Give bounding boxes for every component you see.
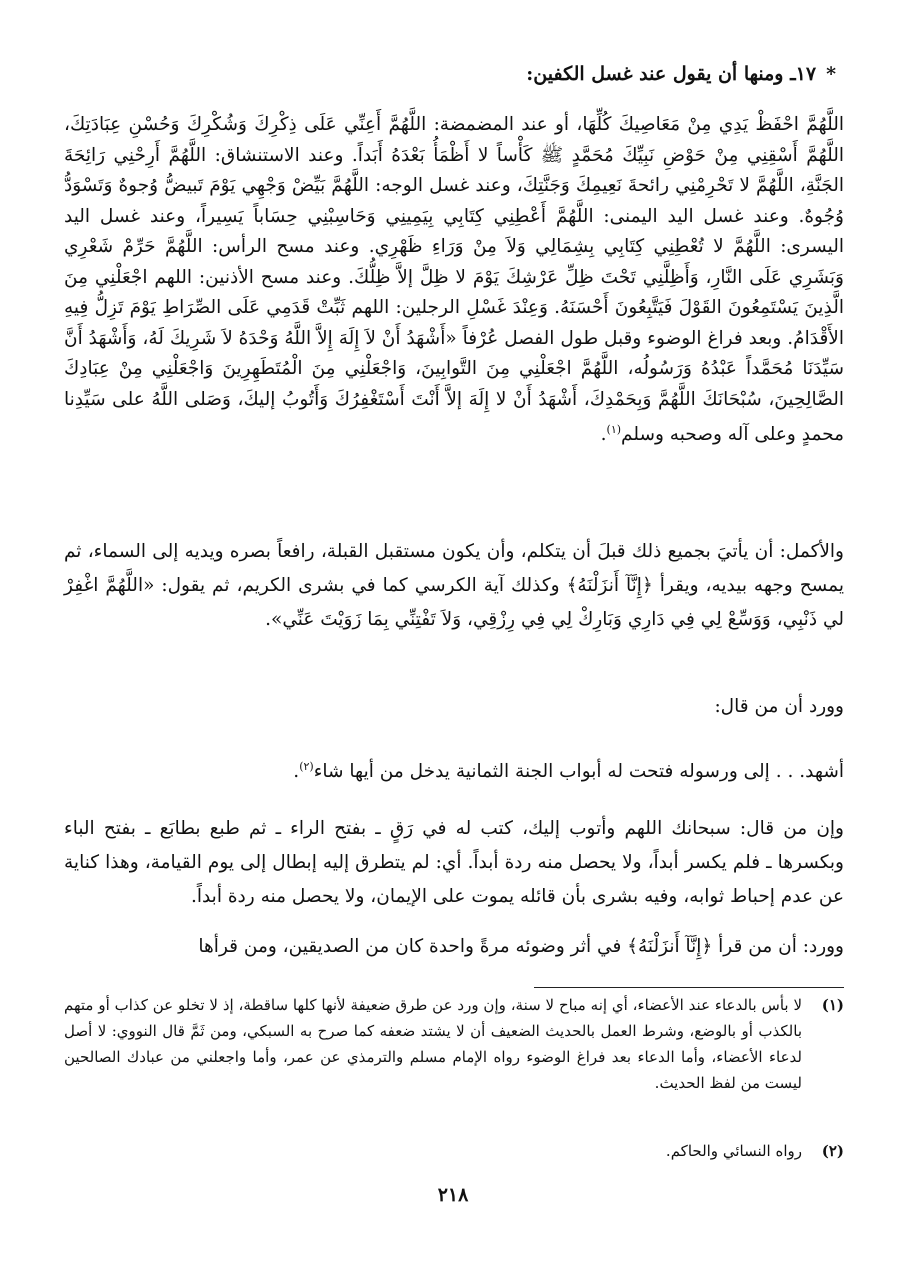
heading-text: ١٧ـ ومنها أن يقول عند غسل الكفين: [526,63,817,85]
footnote-number: (١) [821,996,844,1014]
footnote-number: (٢) [821,1142,844,1160]
asterisk-marker: * [826,63,836,85]
footnote-1 [64,992,844,1096]
paragraph-akmal: والأكمل: أن يأتيَ بجميع ذلك قبلَ أن يتكلم، وأن يكون مستقبل القبلة، رافعاً بصره ويديه إلى السماء، ثم يمسح وجهه بيديه، ويقرأ ﴿إِنَّآ أَنزَلْنَهُ﴾ وكذلك آية الكرسي كما في بشرى الكريم، ثم يقول: «اللَّهُمَّ اغْفِرْ لي ذَنْبِي، وَوَسِّعْ لِي فِي دَارِي وَبَارِكْ لِي فِي رِزْقِي، وَلاَ تَفْتِنِّي بِمَا زَوَيْتَ عَنِّي». [64,541,844,630]
section-heading [56,58,836,90]
dua-text: اللَّهُمَّ احْفَظْ يَدِي مِنْ مَعَاصِيكَ كُلِّهَا، أو عند المضمضة: اللَّهُمَّ أَعِنِّي عَلَى ذِكْرِكَ وَشُكْرِكَ وَحُسْنِ عِبَادَتِكَ، اللَّهُمَّ أَسْقِنِي مِنْ حَوْضِ نَبِيِّكَ مُحَمَّدٍ ﷺ كَأْساً لا أَظْمَأُ بَعْدَهُ أَبَداً. وعند الاستنشاق: اللَّهُمَّ أَرِحْنِي رَائِحَةَ الجَنَّةِ، اللَّهُمَّ لا تَحْرِمْنِي رائحةَ نَعِيمِكَ وَجَنَّتِكَ، وعند غسل الوجه: اللَّهُمَّ بَيِّضْ وَجْهِي يَوْمَ تَبيضُّ وُجوهٌ وَتَسْوَدُّ وُجُوهٌ. وعند غسل اليد اليمنى: اللَّهُمَّ أَعْطِنِي كِتَابِي بِيَمِينِي وَحَاسِبْنِي حِسَاباً يَسِيراً، وعند غسل اليد اليسرى: اللَّهُمَّ لا تُعْطِنِي كِتَابِي بِشِمَالِي وَلاَ مِنْ وَرَاءِ ظَهْرِي. وعند مسح الرأس: اللَّهُمَّ حَرِّمْ شَعْرِي وَبَشَرِي عَلَى النَّارِ، وَأَظِلَّنِي تَحْتَ ظِلِّ عَرْشِكَ يَوْمَ لا ظِلَّ إلاَّ ظِلُّكَ. وعند مسح الأذنين: اللهم اجْعَلْنِي مِنَ الَّذِينَ يَسْتَمِعُونَ القَوْلَ فَيَتَّبِعُونَ أَحْسَنَهُ. وَعِنْدَ غَسْلِ الرجلين: اللهم ثَبِّتْ قَدَمِي عَلَى الصِّرَاطِ يَوْمَ تَزِلُّ فِيهِ الأَقْدَامُ. وبعد فراغ الوضوء وقبل طول الفصل عُرْفاً «أَشْهَدُ أَنْ لاَ إِلَهَ إِلاَّ اللَّهُ وَحْدَهُ لاَ شَرِيكَ لَهُ، وَأَشْهَدُ أَنَّ سَيِّدَنَا مُحَمَّداً عَبْدُهُ وَرَسُولُه، اللَّهُمَّ اجْعَلْنِي مِنَ التَّوابِينَ، وَاجْعَلْنِي مِنَ الْمُتَطَهِرِينَ وَاجْعَلْنِي مِنْ عِبَادِكَ الصَّالِحِينَ، سُبْحَانَكَ اللَّهُمَّ وَبِحَمْدِكَ، أَشْهَدُ أَنْ لا إِلَهَ إلاَّ أَنْتَ أَسْتَغْفِرُكَ وَأَتُوبُ إليكَ، وَصَلى اللَّهُ على سَيِّدِنا محمدٍ وعلى آله وصحبه وسلم [64,114,844,446]
paragraph-waman: وإن من قال: سبحانك اللهم وأتوب إليك، كتب له في رَقٍ ـ بفتح الراء ـ ثم طبع بطابَع ـ بفتح الباء وبكسرها ـ فلم يكسر أبداً، ولا يحصل منه ردة أبداً. أي: لم يتطرق إليه إبطال إلى يوم القيامة، وهذا كناية عن عدم إحباط ثوابه، وفيه بشرى بأن قائله يموت على الإيمان، ولا يحصل منه ردة أبداً. [64,818,844,907]
paragraph-wurud: وورد: أن من قرأ ﴿إِنَّآ أَنزَلْنَهُ﴾ في أثر وضوئه مرةً واحدة كان من الصديقين، ومن قرأها [198,936,844,957]
dua-paragraph [64,110,844,451]
footnote-ref-2: (٢) [299,760,314,773]
footnote-ref-1: (١) [606,423,622,436]
paragraph-ashhad [64,750,844,789]
ashhad-text: أشهد. . . إلى ورسوله فتحت له أبواب الجنة الثمانية يدخل من أيها شاء [313,761,844,783]
dua-end: . [600,424,607,446]
ashhad-end: . [293,761,300,783]
footnote-text: رواه النسائي والحاكم. [665,1142,802,1160]
footnote-2 [64,1138,844,1164]
footnote-divider [534,987,844,988]
page-number: ٢١٨ [437,1184,469,1206]
footnote-text: لا بأس بالدعاء عند الأعضاء، أي إنه مباح لا سنة، وإن ورد عن طرق ضعيفة لأنها كلها ساقطة، إذ لا تخلو عن كذاب أو متهم بالكذب أو بالوضع، وشرط العمل بالحديث الضعيف أن لا يشتد ضعفه كما صرح به السبكي، ومن ثَمَّ قال النووي: لا أصل لدعاء الأعضاء، وأما الدعاء بعد فراغ الوضوء رواه الإمام مسلم والترمذي عن عمر، وأما واجعلني من عبادك الصالحين ليست من لفظ الحديث. [64,996,802,1092]
paragraph-warada: وورد أن من قال: [714,696,844,717]
